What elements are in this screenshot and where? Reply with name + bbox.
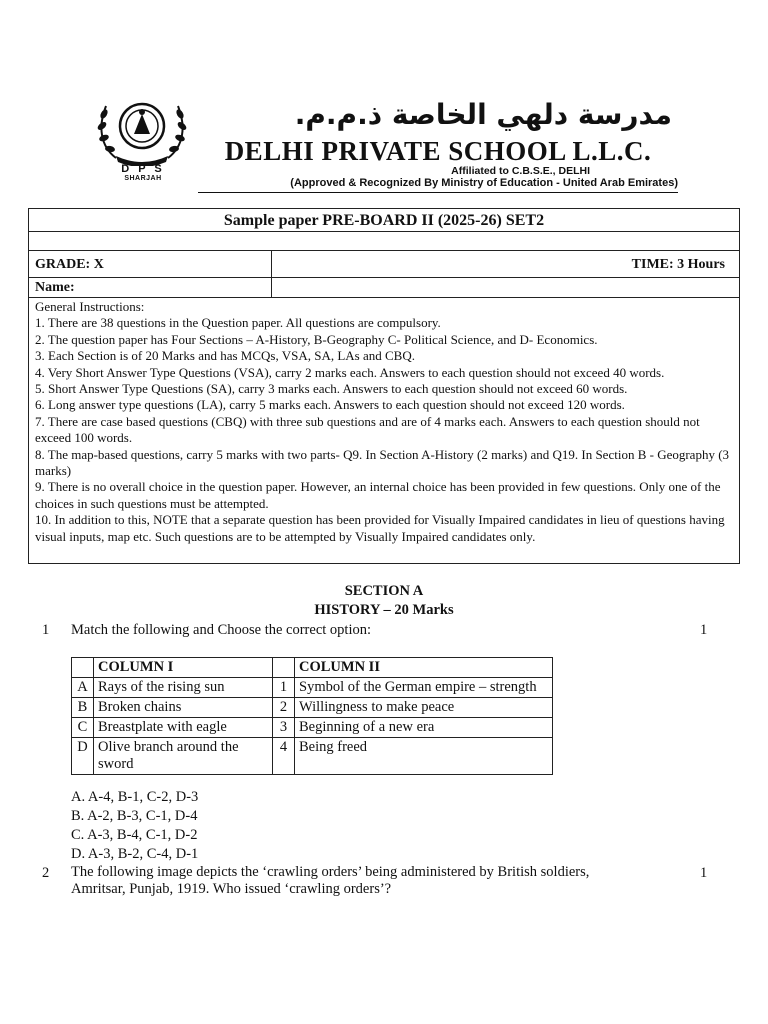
paper-title: Sample paper PRE-BOARD II (2025-26) SET2 bbox=[29, 209, 739, 232]
question-marks: 1 bbox=[700, 865, 708, 881]
table-header-cell bbox=[72, 658, 94, 678]
school-name-arabic: مدرسة دلهي الخاصة ذ.م.م. bbox=[294, 98, 672, 131]
question-marks: 1 bbox=[700, 622, 708, 638]
row-key: 1 bbox=[273, 678, 295, 698]
column-2-value: Willingness to make peace bbox=[295, 698, 553, 718]
table-row bbox=[72, 718, 553, 738]
question-1 bbox=[0, 622, 768, 642]
logo-text-sharjah: SHARJAH bbox=[124, 175, 162, 182]
logo-caption bbox=[102, 164, 184, 184]
section-title: SECTION A bbox=[344, 583, 424, 599]
grade-time-row bbox=[29, 251, 739, 278]
blank-row bbox=[29, 232, 739, 251]
column-1-value: Breastplate with eagle bbox=[94, 718, 273, 738]
instruction-item: 4. Very Short Answer Type Questions (VSA), carry 2 marks each. Answers to each question should not exceed 40 words. bbox=[35, 364, 665, 380]
grade-label: GRADE: X bbox=[29, 251, 272, 277]
table-row bbox=[72, 738, 553, 775]
instruction-item: 7. There are case based questions (CBQ) with three sub questions and are of 4 marks each. Answers to each question should not exceed 100 words. bbox=[35, 413, 700, 446]
row-key: 4 bbox=[273, 738, 295, 775]
column-2-header: COLUMN II bbox=[295, 658, 553, 678]
instruction-item: 6. Long answer type questions (LA), carry 5 marks each. Answers to each question should not exceed 120 words. bbox=[35, 397, 625, 413]
question-number: 2 bbox=[42, 865, 50, 881]
logo-text-dps: D P S bbox=[121, 163, 165, 175]
row-key: B bbox=[72, 698, 94, 718]
letterhead bbox=[90, 92, 680, 200]
option-b: B. A-2, B-3, C-1, D-4 bbox=[71, 808, 198, 824]
table-header-row bbox=[72, 658, 553, 678]
question-text: Match the following and Choose the correct option: bbox=[71, 622, 371, 638]
name-value bbox=[272, 278, 739, 297]
instructions-heading: General Instructions: bbox=[35, 299, 145, 314]
option-c: C. A-3, B-4, C-1, D-2 bbox=[71, 827, 198, 843]
column-2-value: Being freed bbox=[295, 738, 553, 775]
column-1-header: COLUMN I bbox=[94, 658, 273, 678]
column-2-value: Beginning of a new era bbox=[295, 718, 553, 738]
question-2 bbox=[0, 864, 768, 900]
table-header-cell bbox=[273, 658, 295, 678]
row-key: D bbox=[72, 738, 94, 775]
name-row bbox=[29, 278, 739, 298]
name-label: Name: bbox=[29, 278, 272, 297]
paper-header-table bbox=[28, 208, 740, 564]
table-row bbox=[72, 698, 553, 718]
instruction-item: 2. The question paper has Four Sections – A-History, B-Geography C- Political Science, and D- Economics. bbox=[35, 331, 598, 347]
approval-text: (Approved & Recognized By Ministry of Education - United Arab Emirates) bbox=[198, 177, 678, 193]
column-1-value: Rays of the rising sun bbox=[94, 678, 273, 698]
instruction-item: 8. The map-based questions, carry 5 marks with two parts- Q9. In Section A-History (2 marks) and Q19. In Section B - Geography (3 marks) bbox=[35, 446, 730, 479]
row-key: 2 bbox=[273, 698, 295, 718]
match-table bbox=[71, 657, 553, 775]
table-row bbox=[72, 678, 553, 698]
column-1-value: Broken chains bbox=[94, 698, 273, 718]
row-key: C bbox=[72, 718, 94, 738]
row-key: 3 bbox=[273, 718, 295, 738]
question-number: 1 bbox=[42, 622, 50, 638]
option-d: D. A-3, B-2, C-4, D-1 bbox=[71, 846, 199, 862]
school-crest-logo bbox=[94, 96, 190, 166]
instruction-item: 5. Short Answer Type Questions (SA), carry 3 marks each. Answers to each question should not exceed 60 words. bbox=[35, 381, 628, 397]
question-text-line-1: The following image depicts the ‘crawling orders’ being administered by British soldiers, bbox=[71, 864, 590, 880]
row-key: A bbox=[72, 678, 94, 698]
instruction-item: 9. There is no overall choice in the question paper. However, an internal choice has been provided in few questions. Only one of the choices in such questions must be attempted. bbox=[35, 479, 721, 511]
column-1-value: Olive branch around the sword bbox=[94, 738, 273, 775]
question-text-line-2: Amritsar, Punjab, 1919. Who issued ‘crawling orders’? bbox=[71, 881, 392, 897]
instruction-item: 10. In addition to this, NOTE that a separate question has been provided for Visually Impaired candidates in lieu of questions having visual inputs, map etc. Such questions are to be attempted by Visually Impaired candidates only. bbox=[35, 512, 725, 544]
option-a: A. A-4, B-1, C-2, D-3 bbox=[71, 789, 199, 805]
instruction-item: 3. Each Section is of 20 Marks and has MCQs, VSA, SA, LAs and CBQ. bbox=[35, 348, 415, 364]
column-2-value: Symbol of the German empire – strength bbox=[295, 678, 553, 698]
time-label: TIME: 3 Hours bbox=[631, 257, 725, 272]
general-instructions bbox=[29, 298, 739, 563]
section-subtitle: HISTORY – 20 Marks bbox=[314, 602, 454, 618]
affiliation-text: Affiliated to C.B.S.E., DELHI bbox=[451, 165, 590, 177]
instruction-item: 1. There are 38 questions in the Question paper. All questions are compulsory. bbox=[35, 315, 441, 331]
school-name: DELHI PRIVATE SCHOOL L.L.C. bbox=[224, 136, 652, 166]
